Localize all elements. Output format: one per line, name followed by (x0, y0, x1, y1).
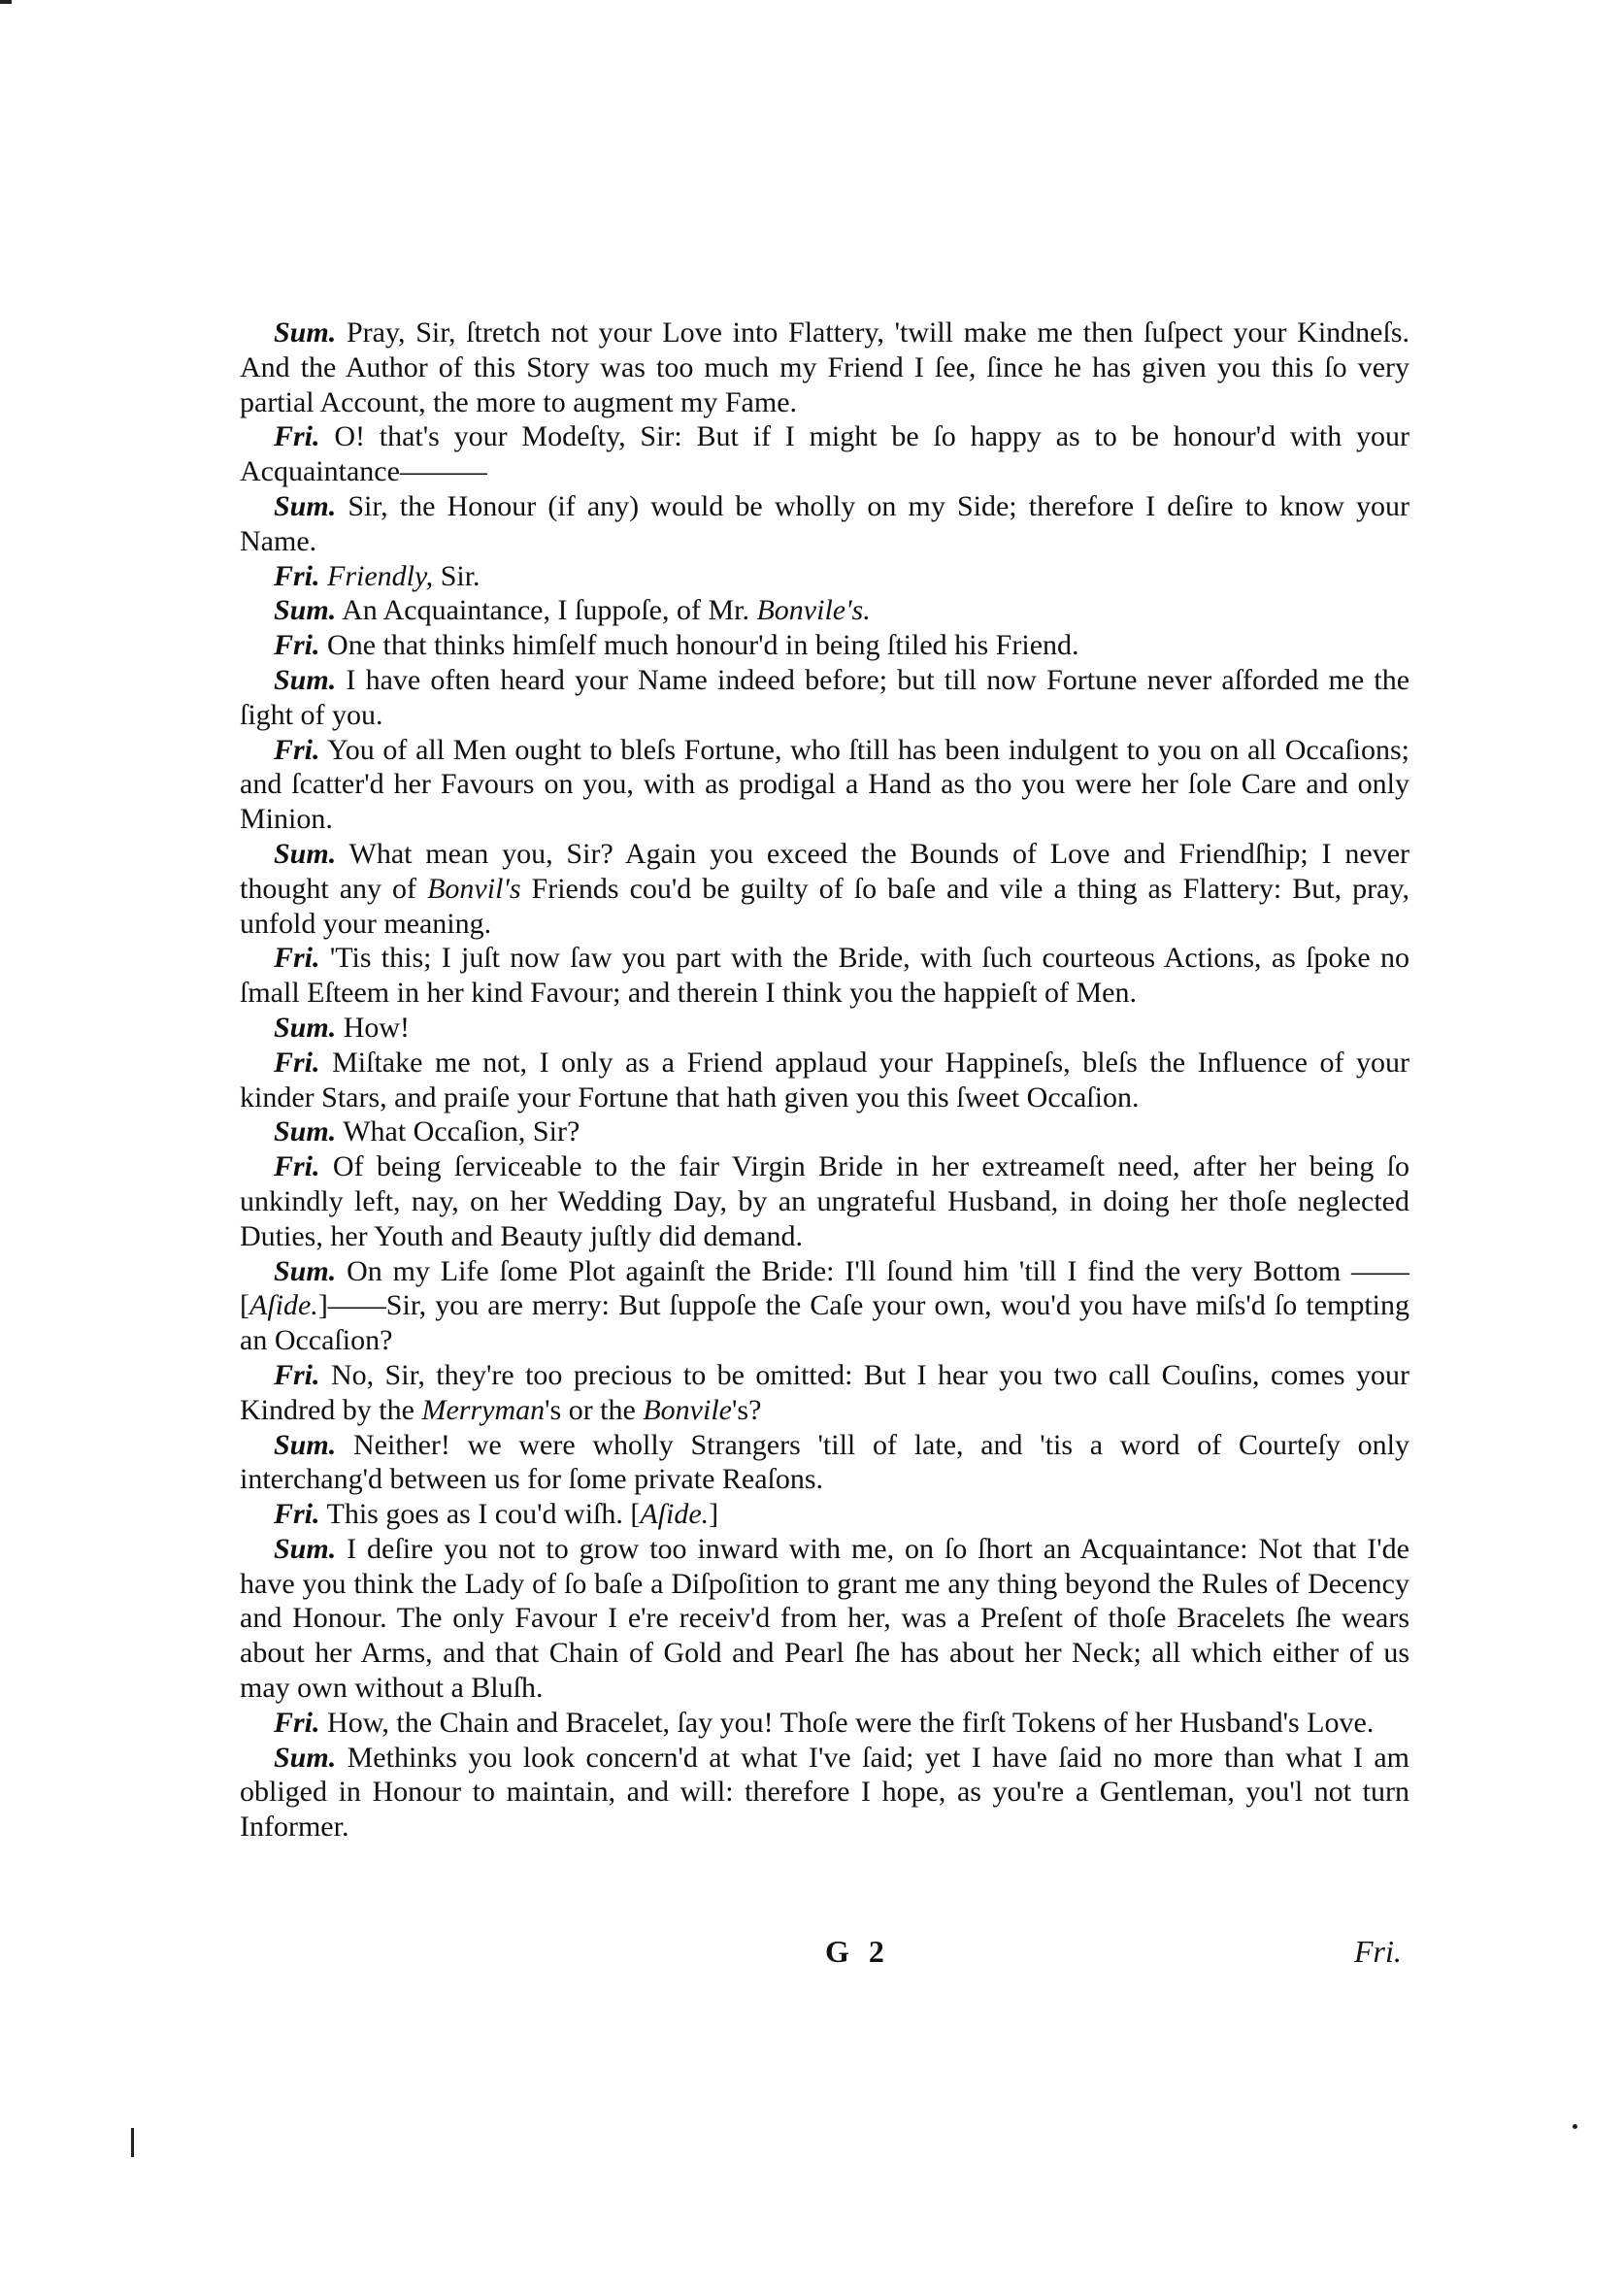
speech (240, 1114, 1409, 1149)
speech-text: Friends cou'd be guilty of ſo baſe and vile a thing as Flattery: But, pray, unfold your meaning. (240, 872, 1409, 940)
speaker-label: Fri. (274, 559, 320, 592)
speech-text: What mean you, Sir? Again you exceed the Bounds of Love and Friendſhip; I never thought any of (240, 837, 1409, 905)
speech (240, 316, 1409, 419)
speech-text: Sir, the Honour (if any) would be wholly on my Side; therefore I deſire to know your Name. (240, 489, 1409, 557)
speech-text: Methinks you look concern'd at what I've ſaid; yet I have ſaid no more than what I am obliged in Honour to maintain, and will: therefore I hope, as you're a Gentleman, you'l not turn Informer. (240, 1741, 1409, 1844)
speaker-label: Fri. (274, 1706, 320, 1739)
catchword: Fri. (1354, 1934, 1402, 1969)
speaker-label: Sum. (274, 1115, 337, 1148)
dialogue-text (240, 316, 1409, 1844)
speaker-label: Sum. (274, 594, 337, 627)
speech-text: You of all Men ought to bleſs Fortune, who ſtill has been indulgent to you on all Occaſions; and ſcatter'd her Favours on you, with as prodigal a Hand as tho you were her ſole Care and only Minion. (240, 733, 1409, 836)
speech (240, 1497, 1409, 1532)
speech-text: How! (343, 1011, 411, 1044)
speech-text: Miſtake me not, I only as a Friend applaud your Happineſs, bleſs the Influence of your kinder Stars, and praiſe your Fortune that hath given you this ſweet Occaſion. (240, 1046, 1410, 1113)
speech (240, 1149, 1409, 1253)
speech-text: ] (709, 1498, 719, 1531)
speech-text: 'Tis this; I juſt now ſaw you part with the Bride, with ſuch courteous Actions, as ſpoke no ſmall Eſteem in her kind Favour; and therein I think you the happieſt of Men. (240, 942, 1410, 1010)
speech-text: I deſire you not to grow too inward with me, on ſo ſhort an Acquaintance: Not that I'de have you think the Lady of ſo baſe a Diſpoſition to grant me any thing beyond the Rules of Decency and Honour. The only Favour I e're receiv'd from her, was a Preſent of thoſe Bracelets ſhe wears about her Arms, and that Chain of Gold and Pearl ſhe has about her Neck; all which either of us may own without a Bluſh. (240, 1532, 1409, 1705)
speaker-label: Sum. (274, 1428, 337, 1461)
signature-mark: G 2 (825, 1934, 890, 1969)
speech (240, 559, 1409, 594)
print-mark-top-left (0, 0, 12, 4)
speaker-label: Fri. (274, 1046, 320, 1079)
speech-text: ]——Sir, you are merry: But ſuppoſe the Caſe your own, wou'd you have miſs'd ſo tempting an Occaſion? (240, 1289, 1409, 1357)
speaker-label: Fri. (274, 1498, 320, 1531)
speech (240, 593, 1409, 628)
speech (240, 628, 1409, 663)
speaker-label: Sum. (274, 837, 337, 870)
speech (240, 1706, 1409, 1741)
speaker-label: Sum. (274, 1254, 337, 1287)
speech-text: What Occaſion, Sir? (343, 1115, 580, 1148)
speech-text: No, Sir, they're too precious to be omitted: But I hear you two call Couſins, comes your Kindred by the (240, 1358, 1410, 1426)
speaker-label: Fri. (274, 942, 320, 975)
speech-text: An Acquaintance, I ſuppoſe, of Mr. (342, 594, 757, 627)
speech (240, 663, 1409, 733)
speech-text: Bonvil's (427, 872, 521, 905)
speech-text: Of being ſerviceable to the fair Virgin Bride in her extreameſt need, after her being ſo unkindly left, nay, on her Wedding Day, by an ungrateful Husband, in doing her thoſe neglected Duties, her Youth and Beauty juſtly did demand. (240, 1150, 1410, 1252)
speech-text: Neither! we were wholly Strangers 'till of late, and 'tis a word of Courteſy only interchang'd between us for ſome private Reaſons. (240, 1428, 1410, 1496)
speech-text: 's? (731, 1393, 762, 1426)
speech (240, 1046, 1409, 1115)
speaker-label: Sum. (274, 316, 337, 349)
speaker-label: Sum. (274, 1741, 337, 1774)
speech (240, 1741, 1409, 1844)
speaker-label: Fri. (274, 420, 320, 453)
speech (240, 1011, 1409, 1046)
speech-text: On my Life ſome Plot againſt the Bride: I'll ſound him 'till I find the very Bottom —— [ (240, 1254, 1409, 1322)
speech (240, 837, 1409, 941)
print-mark-bottom-right (1573, 2124, 1577, 2129)
speech-text: One that thinks himſelf much honour'd in being ſtiled his Friend. (327, 629, 1079, 662)
speech (240, 1358, 1409, 1428)
speech-text: Merryman (421, 1393, 546, 1426)
speech (240, 1254, 1409, 1358)
speech (240, 733, 1409, 837)
speaker-label: Sum. (274, 1532, 337, 1565)
speaker-label: Fri. (274, 629, 320, 662)
speech-text: Pray, Sir, ſtretch not your Love into Flattery, 'twill make me then ſuſpect your Kindneſs. And the Author of this Story was too much my Friend I ſee, ſince he has given you this ſo very partial Account, the more to augment my Fame. (240, 316, 1410, 418)
speech (240, 419, 1409, 489)
speech-text: Aſide. (249, 1289, 318, 1322)
speaker-label: Fri. (274, 733, 320, 766)
speech-text: How, the Chain and Bracelet, ſay you! Thoſe were the firſt Tokens of her Husband's Love. (327, 1706, 1375, 1739)
speech-text: Friendly, (327, 559, 434, 592)
speech (240, 489, 1409, 559)
speaker-label: Sum. (274, 489, 337, 522)
speaker-label: Fri. (274, 1358, 320, 1391)
speech-text: Bonvile's. (756, 594, 871, 627)
speech-text: Aſide. (640, 1498, 710, 1531)
speech-text: I have often heard your Name indeed before; but till now Fortune never aſforded me the ſight of you. (240, 663, 1410, 731)
speech (240, 941, 1409, 1011)
speech-text: Bonvile (643, 1393, 732, 1426)
speech-text: This goes as I cou'd wiſh. [ (326, 1498, 641, 1531)
speech-text: O! that's your Modeſty, Sir: But if I might be ſo happy as to be honour'd with your Acquaintance——— (240, 420, 1410, 488)
speech-text: Sir. (433, 559, 481, 592)
speech (240, 1428, 1409, 1498)
speaker-label: Sum. (274, 663, 337, 696)
speaker-label: Sum. (274, 1011, 337, 1044)
speech (240, 1532, 1409, 1706)
speech-text: 's or the (545, 1393, 644, 1426)
speaker-label: Fri. (274, 1150, 320, 1183)
print-mark-bottom-left (131, 2128, 134, 2157)
